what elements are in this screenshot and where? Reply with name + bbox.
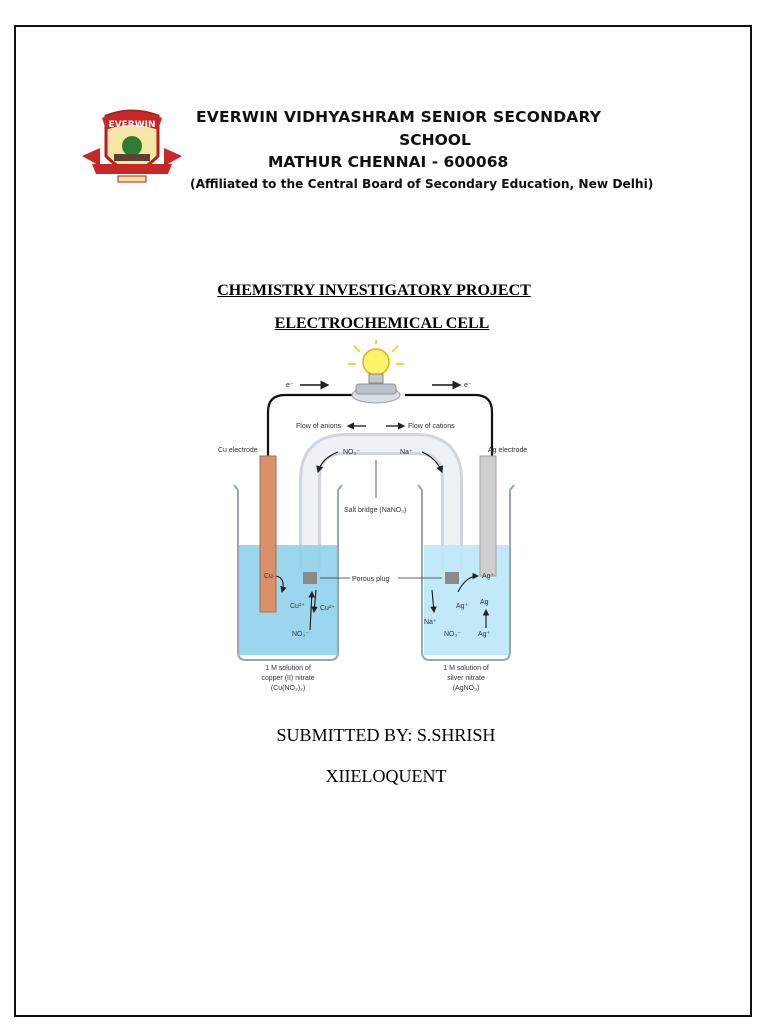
na-bridge-label: Na⁺ bbox=[400, 449, 413, 456]
na-right-label: Na⁺ bbox=[424, 619, 437, 626]
ag-label: Ag bbox=[480, 599, 489, 606]
school-address: MATHUR CHENNAI - 600068 bbox=[268, 153, 509, 171]
right-caption-1: 1 M solution of bbox=[443, 665, 489, 672]
flow-cations-label: Flow of cations bbox=[408, 423, 455, 430]
ag-plus-label-3: Ag⁺ bbox=[478, 631, 491, 638]
electron-label-left: e⁻ bbox=[286, 382, 294, 389]
logo-text: EVERWIN bbox=[108, 120, 156, 130]
cu-electrode-label: Cu electrode bbox=[218, 447, 258, 454]
electrochemical-cell-diagram bbox=[210, 340, 555, 705]
cu2b-label: Cu²⁺ bbox=[320, 605, 335, 612]
light-bulb-icon bbox=[348, 340, 404, 403]
salt-bridge-label: Salt bridge (NaNO₃) bbox=[344, 507, 407, 514]
cu-electrode bbox=[260, 456, 276, 612]
no3-left-label: NO₃⁻ bbox=[292, 631, 310, 638]
right-caption-2: silver nitrate bbox=[447, 675, 485, 682]
project-subtitle: ELECTROCHEMICAL CELL bbox=[274, 315, 490, 332]
porous-plug-label: Porous plug bbox=[352, 576, 390, 583]
cu2-label: Cu²⁺ bbox=[290, 603, 305, 610]
electron-label-right: e⁻ bbox=[464, 382, 472, 389]
ag-electrode bbox=[480, 456, 496, 576]
school-affiliation: (Affiliated to the Central Board of Secondary Education, New Delhi) bbox=[190, 177, 654, 191]
left-beaker bbox=[234, 485, 342, 660]
left-caption-3: (Cu(NO₃)₂) bbox=[270, 685, 306, 692]
class-name: XIIELOQUENT bbox=[325, 766, 447, 786]
right-beaker bbox=[418, 485, 514, 660]
ag-electrode-label: Ag electrode bbox=[488, 447, 528, 454]
right-caption-3: (AgNO₃) bbox=[452, 685, 480, 692]
flow-anions-label: Flow of anions bbox=[296, 423, 342, 430]
school-logo bbox=[78, 108, 186, 188]
ag-plus-label-1: Ag⁺ bbox=[482, 573, 495, 580]
no3-right-label: NO₃⁻ bbox=[444, 631, 462, 638]
school-name-line2: SCHOOL bbox=[399, 131, 471, 149]
left-caption-2: copper (II) nitrate bbox=[261, 675, 315, 682]
project-title: CHEMISTRY INVESTIGATORY PROJECT bbox=[217, 282, 531, 299]
porous-plug-left bbox=[303, 572, 317, 584]
no3-bridge-label: NO₃⁻ bbox=[343, 449, 361, 456]
cu-label: Cu bbox=[264, 573, 273, 580]
porous-plug-right bbox=[445, 572, 459, 584]
ag-plus-label-2: Ag⁺ bbox=[456, 603, 469, 610]
school-name-line1: EVERWIN VIDHYASHRAM SENIOR SECONDARY bbox=[196, 108, 602, 126]
left-caption-1: 1 M solution of bbox=[265, 665, 311, 672]
submitted-by: SUBMITTED BY: S.SHRISH bbox=[276, 725, 496, 745]
